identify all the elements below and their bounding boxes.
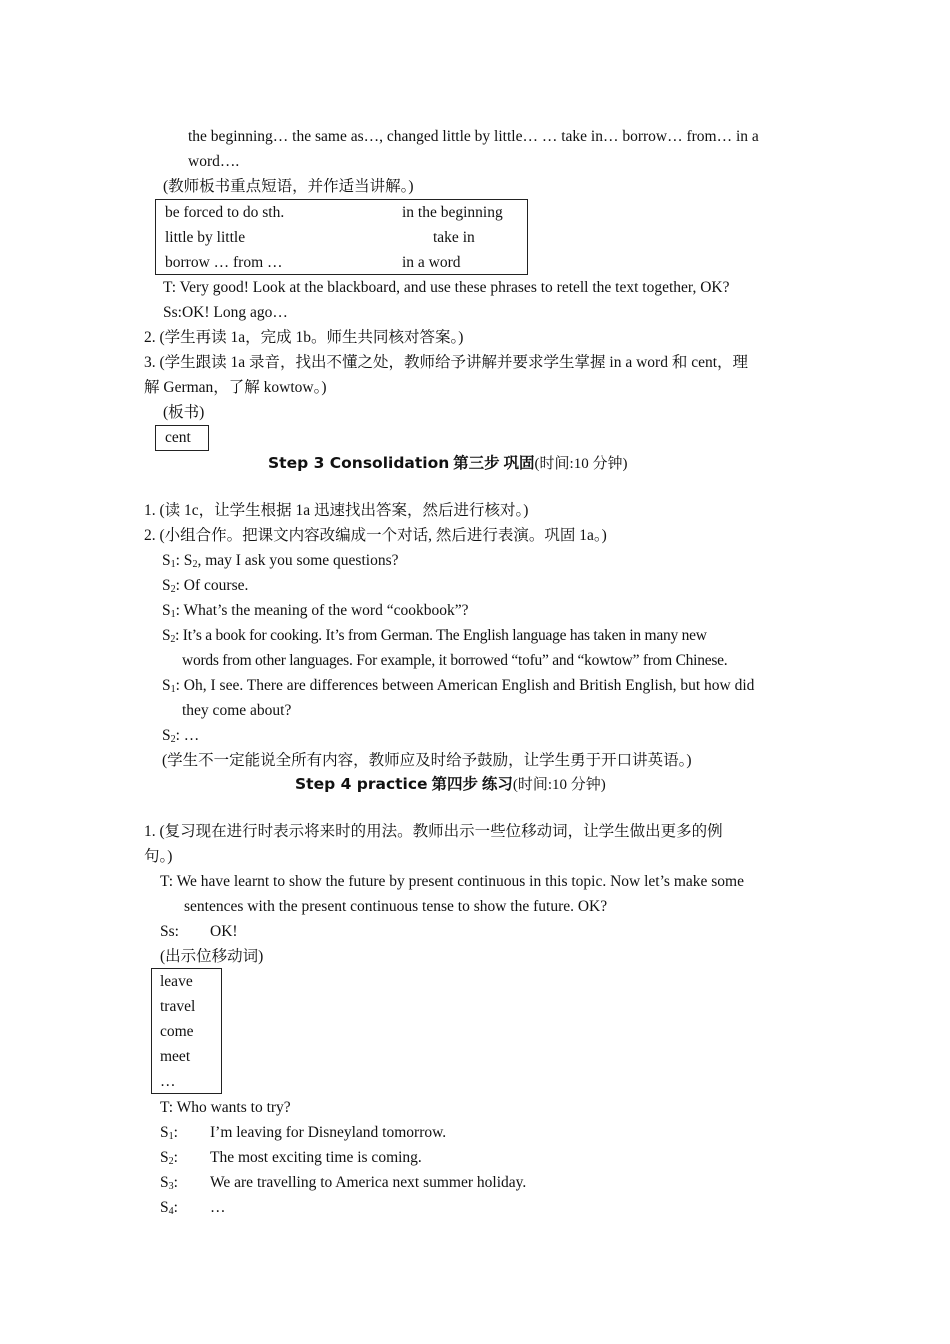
teacher-line: T: We have learnt to show the future by present continuous in this topic. Now let’s make some (160, 873, 744, 890)
phrase-table (155, 199, 528, 275)
answer-text: We are travelling to America next summer holiday. (210, 1174, 527, 1191)
answer-speaker: $S_3$: (160, 1174, 178, 1192)
students-label: Ss: (160, 923, 179, 940)
step3-note: (学生不一定能说全所有内容，教师应及时给予鼓励，让学生勇于开口讲英语。) (162, 752, 692, 769)
step4-item-1-line1: 1. (复习现在进行时表示将来时的用法。教师出示一些位移动词，让学生做出更多的例 (144, 823, 723, 840)
dialogue-line: $S_1$: $S_2$, may I ask you some questions? (162, 552, 399, 570)
verbs-label: (出示位移动词) (160, 948, 264, 965)
phrase-cell: be forced to do sth. (165, 204, 285, 221)
step4-time: (时间:10 分钟) (512, 777, 606, 793)
step2-item-3-line1: 3. (学生跟读 1a 录音，找出不懂之处，教师给予讲解并要求学生掌握 in a word 和 cent，理 (144, 354, 749, 371)
dialogue-line-continued: words from other languages. For example, it borrowed “tofu” and “kowtow” from Chinese. (182, 652, 728, 669)
dialogue-line: $S_2$: Of course. (162, 577, 249, 595)
step3-item-1: 1. (读 1c，让学生根据 1a 迅速找出答案，然后进行核对。) (144, 502, 529, 519)
step4-heading (295, 773, 606, 796)
intro-line-2: word…. (188, 153, 240, 170)
phrase-cell: in the beginning (402, 204, 503, 221)
dialogue-line: $S_1$: Oh, I see. There are differences between American English and British English, but how did (162, 677, 755, 695)
intro-line-1: the beginning… the same as…, changed little by little… … take in… borrow… from… in a (188, 128, 759, 145)
step3-title-en: Step 3 Consolidation (268, 454, 450, 472)
intro-line-3: (教师板书重点短语，并作适当讲解。) (163, 178, 414, 195)
dialogue-line: $S_2$: … (162, 727, 200, 745)
answer-text: The most exciting time is coming. (210, 1149, 422, 1166)
step2-item-2: 2. (学生再读 1a，完成 1b。师生共同核对答案。) (144, 329, 464, 346)
board-label: (板书) (163, 404, 205, 421)
phrase-cell: in a word (402, 254, 461, 271)
step3-title-cn: 第三步 巩固 (453, 455, 535, 472)
dialogue-line-continued: they come about? (182, 702, 292, 719)
board-word: cent (165, 429, 191, 446)
teacher-line-continued: sentences with the present continuous tense to show the future. OK? (184, 898, 608, 915)
board-word-box (155, 425, 209, 451)
step4-item-1-line2: 句。) (144, 848, 173, 865)
students-line: Ss:OK! Long ago… (163, 304, 288, 321)
dialogue-line: $S_1$: What’s the meaning of the word “cookbook”? (162, 602, 469, 620)
step2-item-3-line2: 解 German，了解 kowtow。) (144, 379, 327, 396)
step4-title-en: Step 4 practice (295, 775, 428, 793)
phrase-cell: borrow … from … (165, 254, 283, 271)
answer-speaker: $S_1$: (160, 1124, 178, 1142)
answer-speaker: $S_4$: (160, 1199, 178, 1217)
step4-title-cn: 第四步 练习 (431, 776, 513, 793)
teacher-try-line: T: Who wants to try? (160, 1099, 291, 1116)
phrase-cell: little by little (165, 229, 246, 246)
phrase-cell: take in (433, 229, 475, 246)
answer-speaker: $S_2$: (160, 1149, 178, 1167)
step3-item-2: 2. (小组合作。把课文内容改编成一个对话, 然后进行表演。巩固 1a。) (144, 527, 607, 544)
students-response: OK! (210, 923, 238, 940)
answer-text: … (210, 1199, 226, 1216)
verbs-box (151, 968, 222, 1094)
answer-text: I’m leaving for Disneyland tomorrow. (210, 1124, 447, 1141)
verb-item: meet (160, 1048, 191, 1065)
step3-heading (268, 452, 627, 475)
verb-item: come (160, 1023, 194, 1040)
step3-time: (时间:10 分钟) (534, 456, 628, 472)
dialogue-line: $S_2$: It’s a book for cooking. It’s from German. The English language has taken in many new (162, 627, 707, 645)
teacher-line: T: Very good! Look at the blackboard, and use these phrases to retell the text together, OK? (163, 279, 730, 296)
verb-item: leave (160, 973, 193, 990)
verb-item: travel (160, 998, 196, 1015)
verb-item: … (160, 1073, 176, 1090)
